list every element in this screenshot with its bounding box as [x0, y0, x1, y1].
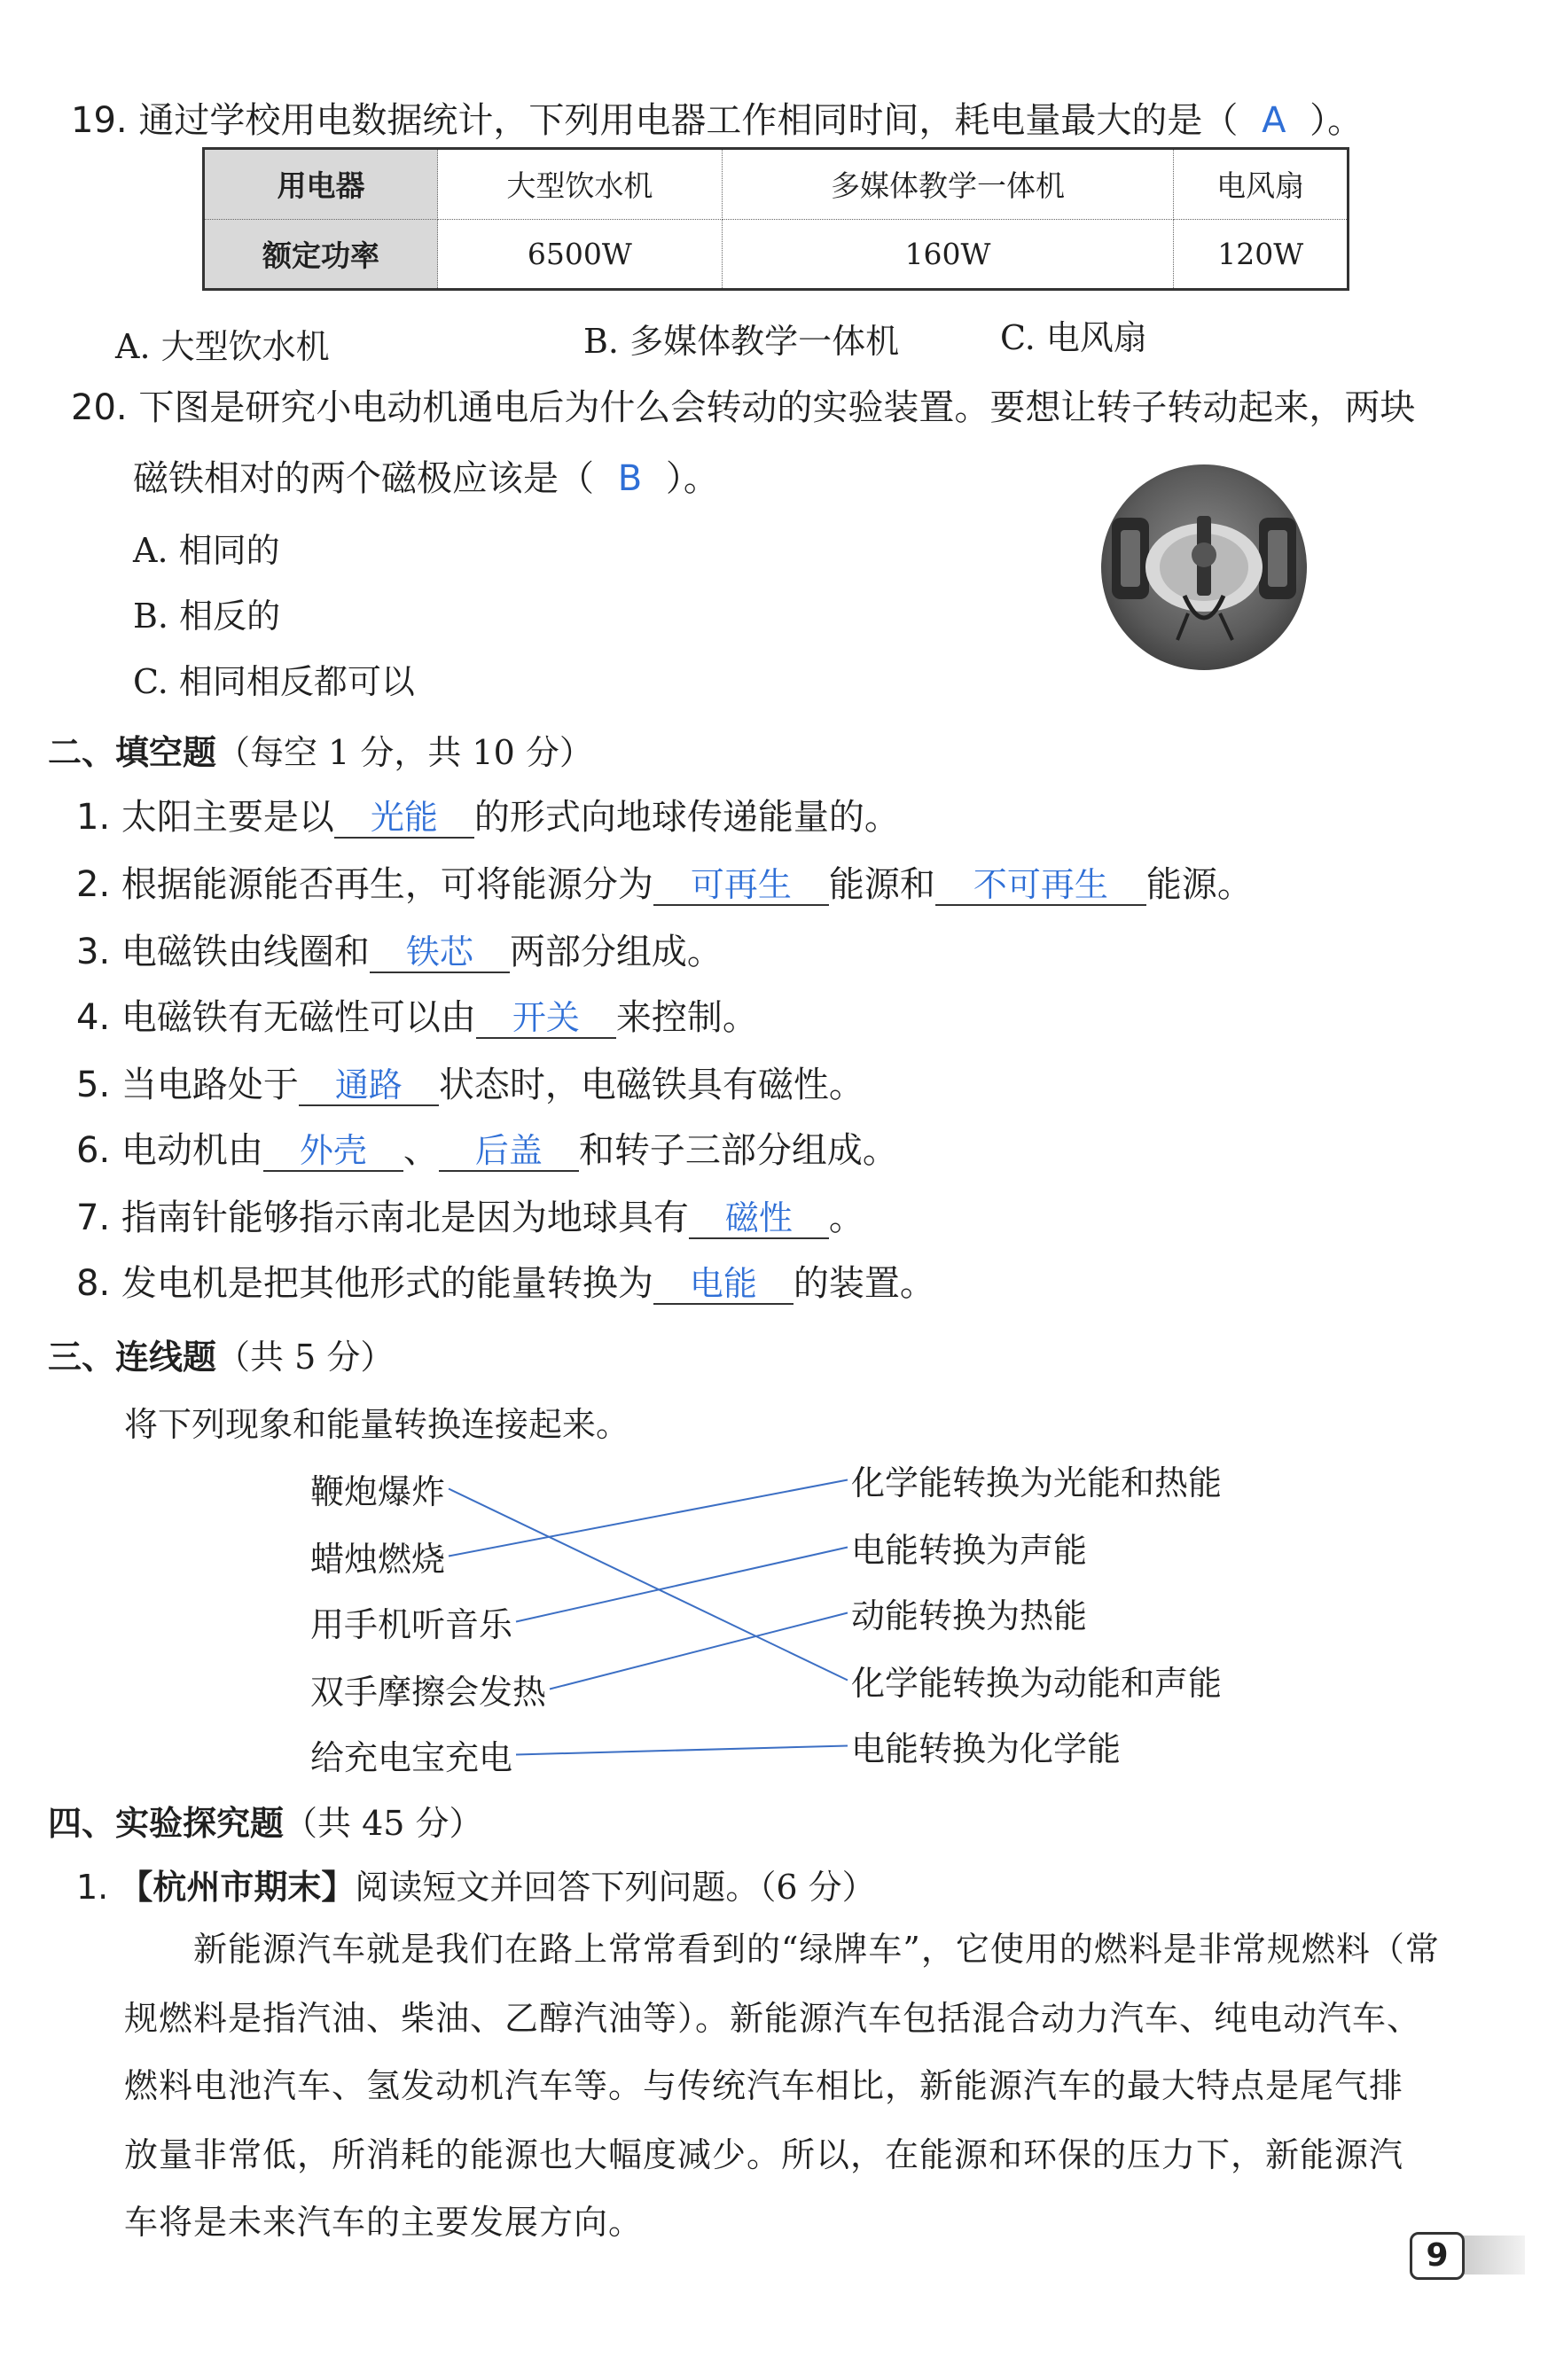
q20-option-a: A. 相同的	[133, 531, 280, 570]
section4-heading	[48, 1796, 483, 1845]
passage-line: 新能源汽车就是我们在路上常常看到的“绿牌车”，它使用的燃料是非常规燃料（常	[193, 1930, 1440, 1969]
table-cell: 120W	[1174, 219, 1349, 290]
q19-option-c: C. 电风扇	[1000, 318, 1147, 357]
section3-instruction: 将下列现象和能量转换连接起来。	[124, 1405, 630, 1444]
item-number: 5.	[76, 1065, 111, 1105]
item-text: 来控制。	[615, 997, 758, 1038]
q19-number: 19.	[71, 100, 128, 141]
item-text: 、	[403, 1130, 439, 1171]
q1-source: 【杭州市期末】	[119, 1867, 356, 1907]
item-text: 能源。	[1145, 864, 1253, 905]
section3-title: 三、连线题	[48, 1338, 217, 1377]
blank-answer: 可再生	[690, 865, 792, 904]
q20-close: ）。	[665, 458, 719, 499]
passage-line: 车将是未来汽车的主要发展方向。	[124, 2203, 644, 2242]
table-header-appliance: 用电器	[204, 149, 438, 220]
item-number: 7.	[76, 1198, 111, 1238]
passage-line: 放量非常低，所消耗的能源也大幅度减少。所以，在能源和环保的压力下，新能源汽	[124, 2135, 1404, 2174]
blank-answer: 开关	[512, 998, 580, 1037]
item-text: 太阳主要是以	[121, 797, 334, 838]
item-number: 8.	[76, 1263, 111, 1304]
section4-note: （共 45 分）	[284, 1804, 483, 1843]
left-item: 用手机听音乐	[310, 1605, 513, 1644]
left-item: 蜡烛燃烧	[310, 1540, 446, 1579]
matching-line	[516, 1746, 848, 1755]
q1-number: 1.	[76, 1868, 109, 1907]
left-item: 双手摩擦会发热	[310, 1673, 547, 1712]
item-text: 的装置。	[793, 1263, 935, 1304]
item-text: 。	[828, 1198, 864, 1238]
item-text: 电磁铁由线圈和	[121, 932, 370, 972]
blank-answer: 外壳	[299, 1131, 367, 1170]
q1-text: 阅读短文并回答下列问题。（6 分）	[355, 1868, 876, 1907]
q19-option-b: B. 多媒体教学一体机	[583, 322, 900, 361]
q20-number: 20.	[71, 387, 128, 428]
item-text: 和转子三部分组成。	[578, 1130, 898, 1171]
blank-answer: 不可再生	[973, 865, 1108, 904]
item-text: 的形式向地球传递能量的。	[473, 797, 900, 838]
q20-stem-text-2: 磁铁相对的两个磁极应该是（	[133, 458, 594, 499]
left-item: 鞭炮爆炸	[310, 1472, 446, 1511]
passage-line: 规燃料是指汽油、柴油、乙醇汽油等）。新能源汽车包括混合动力汽车、纯电动汽车、	[124, 1999, 1422, 2038]
blank-answer: 通路	[334, 1065, 403, 1104]
section2-title: 二、填空题	[48, 733, 217, 772]
blank-answer: 电能	[689, 1264, 757, 1303]
q19-close: ）。	[1310, 100, 1364, 141]
table-cell: 多媒体教学一体机	[722, 149, 1174, 220]
item-text: 电磁铁有无磁性可以由	[121, 997, 476, 1038]
table-cell: 电风扇	[1174, 149, 1349, 220]
item-text: 电动机由	[121, 1130, 263, 1171]
blank-answer: 后盖	[474, 1131, 543, 1170]
right-item: 化学能转换为动能和声能	[851, 1664, 1223, 1703]
table-cell: 大型饮水机	[438, 149, 723, 220]
right-item: 动能转换为热能	[851, 1596, 1088, 1635]
right-item: 化学能转换为光能和热能	[851, 1463, 1223, 1502]
item-number: 6.	[76, 1130, 111, 1171]
section3-note: （共 5 分）	[216, 1338, 395, 1377]
left-item: 给充电宝充电	[310, 1738, 513, 1777]
blank-answer: 光能	[370, 798, 438, 837]
item-text: 当电路处于	[121, 1065, 299, 1105]
item-text: 发电机是把其他形式的能量转换为	[121, 1263, 653, 1304]
item-text: 指南针能够指示南北是因为地球具有	[121, 1198, 689, 1238]
table-cell: 160W	[722, 219, 1174, 290]
right-item: 电能转换为声能	[851, 1531, 1088, 1570]
item-number: 2.	[76, 864, 111, 905]
page-number-bar	[1454, 2236, 1525, 2275]
item-number: 3.	[76, 932, 111, 972]
item-text: 状态时，电磁铁具有磁性。	[438, 1065, 864, 1105]
item-text: 能源和	[828, 864, 935, 905]
q20-option-b: B. 相反的	[133, 597, 281, 636]
q20-answer: B	[617, 458, 643, 499]
q19-option-a: A. 大型饮水机	[115, 327, 330, 366]
blank-answer: 铁芯	[405, 932, 473, 972]
section4-q1	[76, 1860, 876, 1908]
matching-line	[550, 1613, 848, 1689]
section4-title: 四、实验探究题	[48, 1804, 285, 1843]
q20-stem-text-1: 下图是研究小电动机通电后为什么会转动的实验装置。要想让转子转动起来，两块	[138, 387, 1416, 428]
item-text: 根据能源能否再生，可将能源分为	[121, 864, 653, 905]
page-number: 9	[1410, 2232, 1465, 2280]
matching-line	[516, 1548, 848, 1622]
blank-answer: 磁性	[724, 1198, 793, 1237]
table-cell: 6500W	[438, 219, 723, 290]
item-number: 1.	[76, 797, 111, 838]
item-text: 两部分组成。	[509, 932, 723, 972]
q19-stem-text: 通过学校用电数据统计，下列用电器工作相同时间，耗电量最大的是（	[138, 100, 1239, 141]
section2-note: （每空 1 分，共 10 分）	[216, 733, 593, 772]
q19-answer: A	[1262, 100, 1286, 141]
item-number: 4.	[76, 997, 111, 1038]
q20-option-c: C. 相同相反都可以	[133, 662, 415, 701]
passage-line: 燃料电池汽车、氢发动机汽车等。与传统汽车相比，新能源汽车的最大特点是尾气排	[124, 2066, 1404, 2105]
right-item: 电能转换为化学能	[851, 1729, 1122, 1768]
table-header-power: 额定功率	[204, 219, 438, 290]
